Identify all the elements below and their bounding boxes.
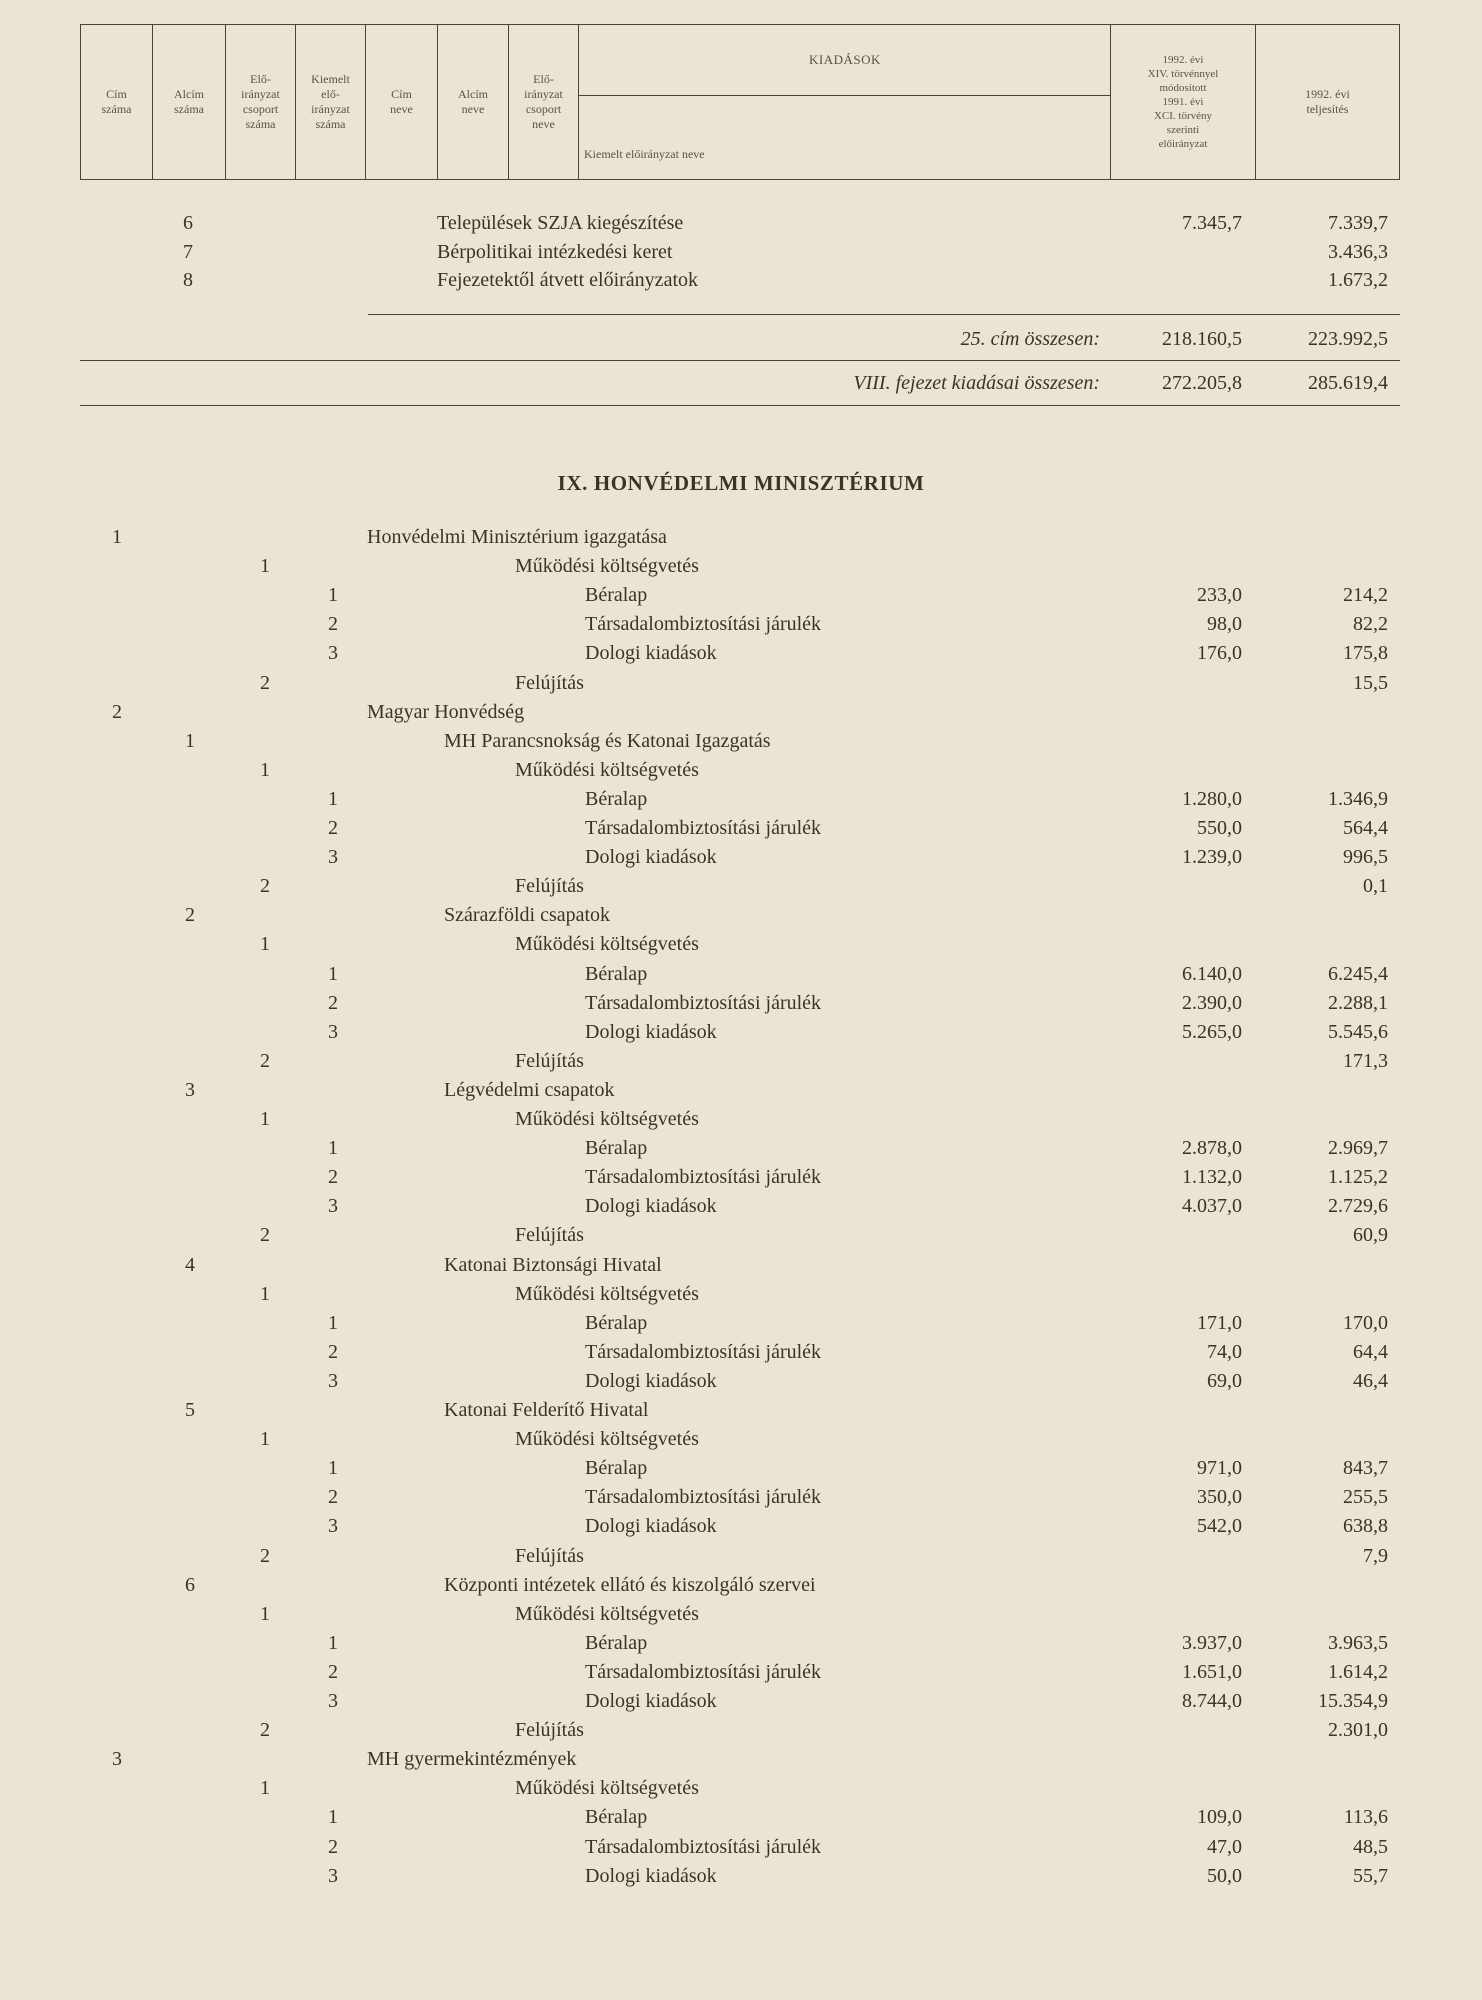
row-plan-value: 109,0 xyxy=(1197,1806,1242,1828)
row-number: 3 xyxy=(185,1079,195,1101)
row-number: 1 xyxy=(328,1312,338,1334)
row-plan-value: 171,0 xyxy=(1197,1312,1242,1334)
row-number: 2 xyxy=(328,1486,338,1508)
row-number: 1 xyxy=(260,1428,270,1450)
column-header-table xyxy=(80,24,1400,180)
row-name: Béralap xyxy=(585,788,648,810)
row-name: Társadalombiztosítási járulék xyxy=(585,1166,822,1188)
row-name: MH gyermekintézmények xyxy=(367,1748,577,1770)
row-actual-value: 5.545,6 xyxy=(1328,1021,1388,1043)
row-actual-value: 638,8 xyxy=(1343,1515,1388,1537)
row-name: Működési költségvetés xyxy=(515,1108,699,1130)
row-number: 2 xyxy=(185,904,195,926)
row-number: 2 xyxy=(328,613,338,635)
row-plan-value: 69,0 xyxy=(1207,1370,1242,1392)
row-number: 2 xyxy=(328,1166,338,1188)
row-name: Felújítás xyxy=(515,672,584,694)
row-name: Béralap xyxy=(585,963,648,985)
row-plan-value: 176,0 xyxy=(1197,642,1242,664)
header-teljesites-1992: 1992. évi teljesítés xyxy=(1305,87,1350,116)
row-name: Béralap xyxy=(585,1632,648,1654)
row-name: Működési költségvetés xyxy=(515,759,699,781)
row-number: 3 xyxy=(328,642,338,664)
chapter-total-label: VIII. fejezet kiadásai összesen: xyxy=(853,372,1100,394)
row-name: Dologi kiadások xyxy=(585,1515,717,1537)
row-number: 1 xyxy=(328,1632,338,1654)
row-number: 1 xyxy=(328,788,338,810)
header-eloiranyzat-csoport-neve: Elő- irányzat csoport neve xyxy=(509,25,579,179)
row-name: Dologi kiadások xyxy=(585,846,717,868)
row-number: 1 xyxy=(185,730,195,752)
total-actual: 223.992,5 xyxy=(1308,328,1388,350)
row-name: Katonai Biztonsági Hivatal xyxy=(444,1254,662,1276)
row-number: 2 xyxy=(260,1719,270,1741)
row-name: Társadalombiztosítási járulék xyxy=(585,1661,822,1683)
row-number: 6 xyxy=(185,1574,195,1596)
row-number: 2 xyxy=(328,1661,338,1683)
row-number: 4 xyxy=(185,1254,195,1276)
row-number: 3 xyxy=(328,846,338,868)
row-name: Működési költségvetés xyxy=(515,555,699,577)
row-plan-value: 3.937,0 xyxy=(1182,1632,1242,1654)
row-actual-value: 113,6 xyxy=(1343,1806,1388,1828)
row-name: Társadalombiztosítási járulék xyxy=(585,1341,822,1363)
row-plan-value: 550,0 xyxy=(1197,817,1242,839)
divider-rule xyxy=(80,360,1400,361)
row-plan-value: 5.265,0 xyxy=(1182,1021,1242,1043)
row-plan-value: 6.140,0 xyxy=(1182,963,1242,985)
row-name: Társadalombiztosítási járulék xyxy=(585,1836,822,1858)
row-actual-value: 46,4 xyxy=(1353,1370,1388,1392)
row-number: 3 xyxy=(328,1865,338,1887)
header-cim-neve: Cím neve xyxy=(366,25,438,179)
row-name: Dologi kiadások xyxy=(585,1690,717,1712)
row-actual-value: 3.963,5 xyxy=(1328,1632,1388,1654)
row-name: Dologi kiadások xyxy=(585,1195,717,1217)
row-plan-value: 350,0 xyxy=(1197,1486,1242,1508)
row-name: Társadalombiztosítási járulék xyxy=(585,613,822,635)
chapter-total-actual: 285.619,4 xyxy=(1308,372,1388,394)
row-actual-value: 2.729,6 xyxy=(1328,1195,1388,1217)
top-row-plan: 7.345,7 xyxy=(1182,212,1242,234)
row-plan-value: 542,0 xyxy=(1197,1515,1242,1537)
row-number: 1 xyxy=(328,584,338,606)
row-plan-value: 50,0 xyxy=(1207,1865,1242,1887)
row-name: Felújítás xyxy=(515,1545,584,1567)
row-actual-value: 996,5 xyxy=(1343,846,1388,868)
row-name: Béralap xyxy=(585,1457,648,1479)
row-number: 1 xyxy=(328,963,338,985)
row-name: Béralap xyxy=(585,584,648,606)
row-name: Működési költségvetés xyxy=(515,1428,699,1450)
row-actual-value: 48,5 xyxy=(1353,1836,1388,1858)
row-number: 3 xyxy=(328,1515,338,1537)
header-kiemelt-eloiranyzat-neve: Kiemelt előirányzat neve xyxy=(584,147,705,161)
row-name: Béralap xyxy=(585,1312,648,1334)
row-plan-value: 233,0 xyxy=(1197,584,1242,606)
divider-rule xyxy=(368,314,1400,315)
row-name: Béralap xyxy=(585,1137,648,1159)
header-eloiranyzat-csoport-szama: Elő- irányzat csoport száma xyxy=(226,25,296,179)
row-number: 2 xyxy=(328,817,338,839)
row-actual-value: 1.346,9 xyxy=(1328,788,1388,810)
header-kiemelt-eloiranyzat-szama: Kiemelt elő- irányzat száma xyxy=(296,25,366,179)
row-actual-value: 564,4 xyxy=(1343,817,1388,839)
header-eloiranyzat-1992: 1992. évi XIV. törvénnyel módosított 1991. évi XCI. törvény szerinti előirányzat xyxy=(1111,25,1256,179)
row-number: 2 xyxy=(260,1545,270,1567)
total-label: 25. cím összesen: xyxy=(960,328,1100,350)
row-actual-value: 171,3 xyxy=(1343,1050,1388,1072)
row-actual-value: 2.301,0 xyxy=(1328,1719,1388,1741)
row-number: 2 xyxy=(328,1836,338,1858)
row-plan-value: 8.744,0 xyxy=(1182,1690,1242,1712)
row-number: 1 xyxy=(260,1777,270,1799)
header-kiadasok: KIADÁSOK xyxy=(579,25,1111,96)
row-plan-value: 74,0 xyxy=(1207,1341,1242,1363)
row-number: 3 xyxy=(328,1195,338,1217)
row-number: 1 xyxy=(328,1457,338,1479)
row-name: Béralap xyxy=(585,1806,648,1828)
row-number: 2 xyxy=(260,875,270,897)
row-name: MH Parancsnokság és Katonai Igazgatás xyxy=(444,730,771,752)
row-actual-value: 175,8 xyxy=(1343,642,1388,664)
row-name: Szárazföldi csapatok xyxy=(444,904,611,926)
row-plan-value: 98,0 xyxy=(1207,613,1242,635)
row-name: Felújítás xyxy=(515,1224,584,1246)
row-plan-value: 2.878,0 xyxy=(1182,1137,1242,1159)
header-alcim-neve: Alcím neve xyxy=(438,25,509,179)
row-number: 2 xyxy=(260,1050,270,1072)
chapter-total-plan: 272.205,8 xyxy=(1162,372,1242,394)
row-number: 2 xyxy=(112,701,122,723)
row-name: Dologi kiadások xyxy=(585,642,717,664)
row-name: Működési költségvetés xyxy=(515,1603,699,1625)
row-actual-value: 7,9 xyxy=(1363,1545,1388,1567)
row-number: 1 xyxy=(328,1137,338,1159)
top-row-name: Bérpolitikai intézkedési keret xyxy=(437,241,673,263)
row-number: 1 xyxy=(328,1806,338,1828)
row-actual-value: 60,9 xyxy=(1353,1224,1388,1246)
top-row-actual: 1.673,2 xyxy=(1328,269,1388,291)
row-number: 1 xyxy=(260,1108,270,1130)
row-actual-value: 0,1 xyxy=(1363,875,1388,897)
row-number: 1 xyxy=(260,759,270,781)
row-name: Működési költségvetés xyxy=(515,933,699,955)
row-name: Működési költségvetés xyxy=(515,1283,699,1305)
row-number: 2 xyxy=(260,672,270,694)
row-name: Társadalombiztosítási járulék xyxy=(585,992,822,1014)
row-actual-value: 55,7 xyxy=(1353,1865,1388,1887)
top-row-number: 8 xyxy=(183,269,193,291)
row-plan-value: 1.651,0 xyxy=(1182,1661,1242,1683)
top-row-number: 6 xyxy=(183,212,193,234)
row-number: 3 xyxy=(328,1690,338,1712)
top-row-name: Fejezetektől átvett előirányzatok xyxy=(437,269,698,291)
row-name: Légvédelmi csapatok xyxy=(444,1079,615,1101)
row-number: 2 xyxy=(260,1224,270,1246)
row-number: 3 xyxy=(328,1021,338,1043)
row-number: 2 xyxy=(328,1341,338,1363)
row-actual-value: 214,2 xyxy=(1343,584,1388,606)
row-plan-value: 1.132,0 xyxy=(1182,1166,1242,1188)
row-actual-value: 15.354,9 xyxy=(1318,1690,1388,1712)
row-name: Magyar Honvédség xyxy=(367,701,525,723)
section-title: IX. HONVÉDELMI MINISZTÉRIUM xyxy=(557,471,925,495)
row-plan-value: 47,0 xyxy=(1207,1836,1242,1858)
row-name: Dologi kiadások xyxy=(585,1370,717,1392)
row-actual-value: 843,7 xyxy=(1343,1457,1388,1479)
row-name: Dologi kiadások xyxy=(585,1021,717,1043)
row-actual-value: 82,2 xyxy=(1353,613,1388,635)
row-plan-value: 2.390,0 xyxy=(1182,992,1242,1014)
row-number: 1 xyxy=(260,1283,270,1305)
row-number: 1 xyxy=(112,526,122,548)
row-actual-value: 6.245,4 xyxy=(1328,963,1388,985)
row-name: Honvédelmi Minisztérium igazgatása xyxy=(367,526,667,548)
row-number: 5 xyxy=(185,1399,195,1421)
row-actual-value: 2.288,1 xyxy=(1328,992,1388,1014)
row-actual-value: 1.125,2 xyxy=(1328,1166,1388,1188)
top-row-name: Települések SZJA kiegészítése xyxy=(437,212,684,234)
row-name: Felújítás xyxy=(515,1719,584,1741)
top-row-number: 7 xyxy=(183,241,193,263)
row-number: 2 xyxy=(328,992,338,1014)
row-name: Társadalombiztosítási járulék xyxy=(585,817,822,839)
row-name: Felújítás xyxy=(515,1050,584,1072)
row-plan-value: 971,0 xyxy=(1197,1457,1242,1479)
row-name: Felújítás xyxy=(515,875,584,897)
row-name: Működési költségvetés xyxy=(515,1777,699,1799)
row-number: 1 xyxy=(260,1603,270,1625)
row-name: Dologi kiadások xyxy=(585,1865,717,1887)
row-number: 1 xyxy=(260,555,270,577)
row-number: 3 xyxy=(112,1748,122,1770)
row-plan-value: 1.280,0 xyxy=(1182,788,1242,810)
row-actual-value: 2.969,7 xyxy=(1328,1137,1388,1159)
header-alcim-szama: Alcím száma xyxy=(153,25,226,179)
row-actual-value: 255,5 xyxy=(1343,1486,1388,1508)
header-cim-szama: Cím száma xyxy=(81,25,153,179)
row-plan-value: 4.037,0 xyxy=(1182,1195,1242,1217)
row-number: 3 xyxy=(328,1370,338,1392)
top-row-actual: 7.339,7 xyxy=(1328,212,1388,234)
row-plan-value: 1.239,0 xyxy=(1182,846,1242,868)
row-name: Központi intézetek ellátó és kiszolgáló szervei xyxy=(444,1574,816,1596)
row-actual-value: 1.614,2 xyxy=(1328,1661,1388,1683)
row-number: 1 xyxy=(260,933,270,955)
top-row-actual: 3.436,3 xyxy=(1328,241,1388,263)
row-actual-value: 64,4 xyxy=(1353,1341,1388,1363)
row-name: Társadalombiztosítási járulék xyxy=(585,1486,822,1508)
row-actual-value: 15,5 xyxy=(1353,672,1388,694)
total-plan: 218.160,5 xyxy=(1162,328,1242,350)
row-name: Katonai Felderítő Hivatal xyxy=(444,1399,649,1421)
row-actual-value: 170,0 xyxy=(1343,1312,1388,1334)
divider-rule xyxy=(80,405,1400,406)
